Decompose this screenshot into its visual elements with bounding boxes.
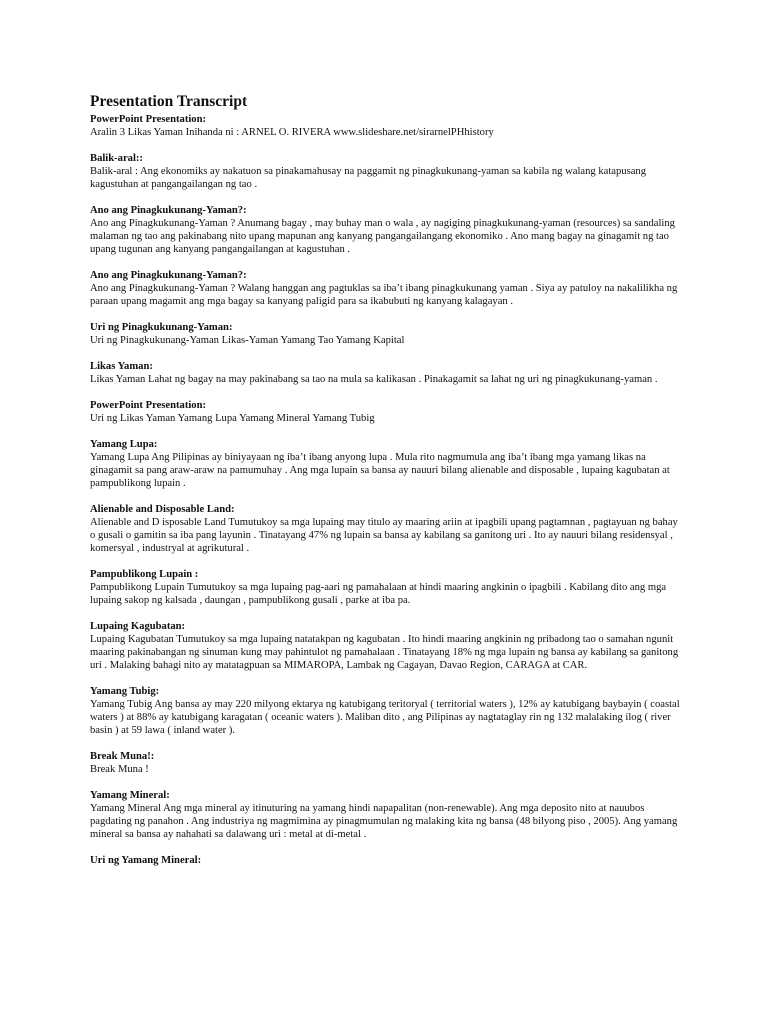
section-heading: Uri ng Yamang Mineral: [90, 855, 202, 866]
section-body: Ano ang Pinagkukunang-Yaman ? Anumang bagay , may buhay man o wala , ay nagiging pinagkukunang-yaman (resources) sa sandaling malaman ng tao ang pakinabang nito upang mapunan ang kanyang pangangailangang ekonomiko . Ano mang bagay na ginagamit ng tao upang tugunan ang kanyang pangangailangan at kagustuhan . [90, 218, 675, 255]
section-list [90, 113, 680, 867]
section-body: Aralin 3 Likas Yaman Inihanda ni : ARNEL O. RIVERA www.slideshare.net/sirarnelPHhistory [90, 127, 494, 138]
section-heading: Yamang Tubig: [90, 686, 160, 697]
transcript-section [90, 360, 680, 386]
transcript-section [90, 152, 680, 191]
section-heading: Pampublikong Lupain : [90, 569, 199, 580]
section-body: Lupaing Kagubatan Tumutukoy sa mga lupaing natatakpan ng kagubatan . Ito hindi maaring angkinin ng pribadong tao o samahan ngunit maaring pakinabangan ng sinuman kung may pahintulot ng pamahalaan . Tinatayang 18% ng mga lupain ng bansa ay kabilang sa ganitong uri . Malaking bahagi nito ay matatagpuan sa MIMAROPA, Lambak ng Cagayan, Davao Region, CARAGA at CAR. [90, 634, 679, 671]
transcript-section [90, 685, 680, 737]
section-body: Uri ng Pinagkukunang-Yaman Likas-Yaman Yamang Tao Yamang Kapital [90, 335, 405, 346]
transcript-section [90, 568, 680, 607]
section-heading: Likas Yaman: [90, 361, 153, 372]
section-heading: PowerPoint Presentation: [90, 114, 207, 125]
section-body: Break Muna ! [90, 764, 149, 775]
section-body: Ano ang Pinagkukunang-Yaman ? Walang hanggan ang pagtuklas sa iba’t ibang pinagkukunang yaman . Siya ay patuloy na nakalilikha ng paraan upang magamit ang mga bagay sa kanyang paligid para sa ikabubuti ng kanyang kalagayan . [90, 283, 678, 307]
section-heading: Alienable and Disposable Land: [90, 504, 235, 515]
section-body: Uri ng Likas Yaman Yamang Lupa Yamang Mineral Yamang Tubig [90, 413, 375, 424]
transcript-section [90, 503, 680, 555]
section-body: Alienable and D isposable Land Tumutukoy sa mga lupaing may titulo ay maaring ariin at ipagbili upang pagtamnan , pagtayuan ng bahay o gusali o gamitin sa iba pang layunin . Tinatayang 47% ng lupain sa bansa ay kabilang sa ganitong uri . Ito ay nauuri bilang residensyal , komersyal , industryal at agrikutural . [90, 517, 678, 554]
section-heading: Ano ang Pinagkukunang-Yaman?: [90, 270, 247, 281]
transcript-section [90, 620, 680, 672]
section-heading: Yamang Mineral: [90, 790, 170, 801]
transcript-section [90, 750, 680, 776]
section-body: Yamang Lupa Ang Pilipinas ay biniyayaan ng iba’t ibang anyong lupa . Mula rito nagmumula ang iba’t ibang mga yamang likas na ginagamit sa pang araw-araw na pamumuhay . Ang mga lupain sa bansa ay nauuri bilang alienable and disposable , lupaing kagubatan at pampublikong lupain . [90, 452, 670, 489]
section-body: Pampublikong Lupain Tumutukoy sa mga lupaing pag-aari ng pamahalaan at hindi maaring angkinin o ipagbili . Kabilang dito ang mga lupaing sakop ng kalsada , daungan , pampublikong gusali , parke at iba pa. [90, 582, 667, 606]
section-body: Yamang Mineral Ang mga mineral ay itinuturing na yamang hindi napapalitan (non-renewable). Ang mga deposito nito at nauubos pagdating ng panahon . Ang industriya ng magmimina ay pinagmumulan ng malaking kita ng bansa (48 bilyong piso , 2005). Ang yamang mineral sa bansa ay nahahati sa dalawang uri : metal at di-metal . [90, 803, 678, 840]
section-body: Balik-aral : Ang ekonomiks ay nakatuon sa pinakamahusay na paggamit ng pinagkukunang-yaman sa kabila ng walang katapusang kagustuhan at pangangailangan ng tao . [90, 166, 647, 190]
transcript-section [90, 321, 680, 347]
transcript-section [90, 789, 680, 841]
section-heading: Balik-aral:: [90, 153, 143, 164]
section-body: Likas Yaman Lahat ng bagay na may pakinabang sa tao na mula sa kalikasan . Pinakagamit sa lahat ng uri ng pinagkukunang-yaman . [90, 374, 658, 385]
section-heading: Break Muna!: [90, 751, 155, 762]
transcript-section [90, 438, 680, 490]
transcript-section [90, 399, 680, 425]
transcript-section [90, 113, 680, 139]
section-heading: PowerPoint Presentation: [90, 400, 207, 411]
section-heading: Ano ang Pinagkukunang-Yaman?: [90, 205, 247, 216]
transcript-section [90, 204, 680, 256]
transcript-section [90, 854, 680, 867]
transcript-section [90, 269, 680, 308]
page-title: Presentation Transcript [90, 93, 248, 110]
section-heading: Lupaing Kagubatan: [90, 621, 186, 632]
section-heading: Yamang Lupa: [90, 439, 158, 450]
section-heading: Uri ng Pinagkukunang-Yaman: [90, 322, 233, 333]
transcript-content [90, 93, 680, 880]
section-body: Yamang Tubig Ang bansa ay may 220 milyong ektarya ng katubigang teritoryal ( territorial waters ), 12% ay katubigang baybayin ( coastal waters ) at 88% ay katubigang karagatan ( oceanic waters ). Maliban dito , ang Pilipinas ay nagtataglay rin ng 132 malalaking ilog ( river basin ) at 59 lawa ( inland water ). [90, 699, 680, 736]
